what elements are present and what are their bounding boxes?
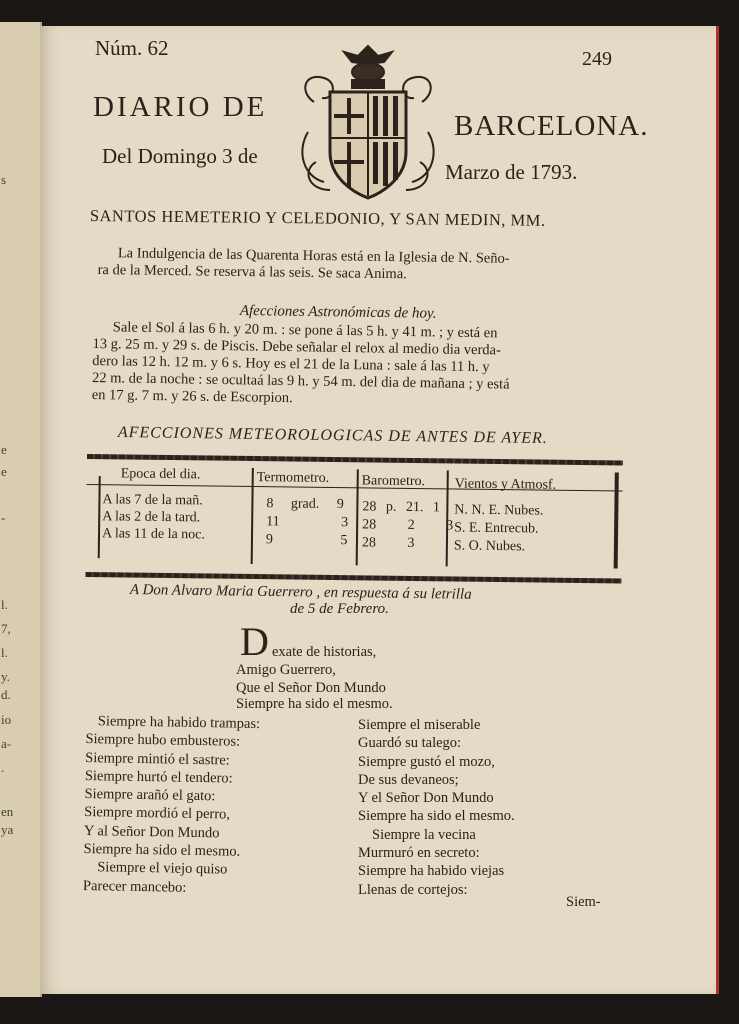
table-cell: A las 2 de la tard. xyxy=(102,509,201,526)
table-divider xyxy=(356,469,359,565)
poem-line: Guardó su talego: xyxy=(358,735,462,752)
text-line: Sale el Sol á las 6 h. y 20 m. : se pone á las 5 h. y 41 m. ; y está en xyxy=(112,319,498,342)
facing-page-fragment: - xyxy=(1,510,6,525)
issue-date-right: Marzo de 1793. xyxy=(445,160,578,184)
facing-page-fragment: en xyxy=(1,804,14,819)
page-number: 249 xyxy=(582,48,612,70)
facing-page-fragment: l. xyxy=(1,597,8,612)
poem-line: Siempre hubo embusteros: xyxy=(85,731,241,750)
table-cell: 8 grad. 9 xyxy=(266,496,344,513)
facing-page-fragment: l. xyxy=(1,645,8,660)
issue-date-left: Del Domingo 3 de xyxy=(102,144,258,168)
poem-line: Siempre ha sido el mesmo. xyxy=(358,808,515,825)
column-header: Barometro. xyxy=(361,473,426,490)
table-border xyxy=(614,472,619,568)
table-cell: S. O. Nubes. xyxy=(453,538,526,555)
column-header: Termometro. xyxy=(256,470,330,486)
meteorology-table xyxy=(85,454,626,585)
facing-page-fragment: 7, xyxy=(1,621,11,636)
astronomy-text xyxy=(92,319,511,411)
poem-line: Siempre mintió el sastre: xyxy=(85,749,230,769)
text-line: ra de la Merced. Se reserva á las seis. Se saca Anima. xyxy=(97,261,407,283)
catchword: Siem- xyxy=(566,894,601,910)
table-cell: 28 p. 21. 1 xyxy=(362,499,440,516)
poem-line: Siempre ha habido viejas xyxy=(358,863,505,880)
facing-page-fragment: ya xyxy=(1,822,14,837)
facing-page-fragment: s xyxy=(1,172,7,187)
poem-line: Siempre mordió el perro, xyxy=(84,804,231,824)
poem-dedication-date: de 5 de Febrero. xyxy=(290,601,389,617)
column-header: Epoca del dia. xyxy=(120,466,201,483)
poem-line: Llenas de cortejos: xyxy=(358,881,468,898)
drop-cap: D xyxy=(240,619,269,664)
poem-line: Siempre el viejo quiso xyxy=(97,859,228,878)
text-line: en 17 g. 7 m. y 26 s. de Escorpion. xyxy=(91,386,293,407)
barcelona-coat-of-arms-icon xyxy=(294,42,442,202)
facing-page xyxy=(0,22,42,997)
text-line: dero las 12 h. 12 m. y 6 s. Hoy es el 21 de la Luna : sale á las 11 h. y xyxy=(92,352,490,376)
facing-page-fragment: a- xyxy=(1,736,12,751)
poem-line: Siempre la vecina xyxy=(372,826,476,843)
poem-line: Amigo Guerrero, xyxy=(236,662,336,678)
facing-page-fragment: d. xyxy=(1,687,11,702)
poem-line: Que el Señor Don Mundo xyxy=(236,680,386,696)
table-cell: 28 2 3 xyxy=(362,517,454,534)
masthead-title-left: DIARIO DE xyxy=(93,91,268,123)
poem-line: Siempre arañó el gato: xyxy=(84,786,216,805)
table-cell: 9 5 xyxy=(265,532,348,549)
poem-line: exate de historias, xyxy=(272,644,377,660)
table-cell: 28 3 xyxy=(361,535,415,552)
poem-line: Siempre ha habido trampas: xyxy=(97,713,261,733)
facing-page-fragment: io xyxy=(1,712,12,727)
facing-page-fragment: . xyxy=(1,760,5,775)
masthead-title-right: BARCELONA. xyxy=(454,110,649,142)
table-cell: S. E. Entrecub. xyxy=(454,520,539,537)
poem-right-column xyxy=(358,716,515,899)
text-line: 22 m. de la noche : se ocultaá las 9 h. y 54 m. del dia de mañana ; y está xyxy=(91,369,510,393)
text-line: 13 g. 25 m. y 29 s. de Piscis. Debe señalar el relox al medio dia verda- xyxy=(92,335,501,359)
poem-line: Parecer mancebo: xyxy=(82,877,187,896)
table-rule xyxy=(87,454,623,466)
table-cell: A las 11 de la noc. xyxy=(101,526,206,543)
poem-left-column xyxy=(83,712,260,898)
indulgence-notice xyxy=(98,245,510,285)
poem-line: Y el Señor Don Mundo xyxy=(358,790,494,807)
table-cell: 11 3 xyxy=(266,514,349,531)
table-divider xyxy=(251,468,254,564)
facing-page-fragment: y. xyxy=(1,669,10,684)
poem-line: Siempre el miserable xyxy=(358,717,481,733)
saints-of-the-day: SANTOS HEMETERIO Y CELEDONIO, Y SAN MEDIN, MM. xyxy=(89,206,546,230)
poem-line: Siempre ha sido el mesmo. xyxy=(236,696,393,712)
poem-line: De sus devaneos; xyxy=(358,771,459,788)
table-border xyxy=(98,476,101,558)
meteorology-heading: AFECCIONES METEOROLOGICAS DE ANTES DE AYER. xyxy=(117,424,548,448)
table-cell: A las 7 de la mañ. xyxy=(102,492,203,509)
newspaper-page xyxy=(40,26,719,994)
text-line: La Indulgencia de las Quarenta Horas está en la Iglesia de N. Seño- xyxy=(117,245,510,267)
issue-number: Núm. 62 xyxy=(95,36,169,60)
poem-line: Y al Señor Don Mundo xyxy=(83,822,220,842)
astronomy-heading: Afecciones Astronómicas de hoy. xyxy=(239,303,437,322)
poem-line: Murmuró en secreto: xyxy=(358,845,480,862)
poem-dedication: A Don Alvaro Maria Guerrero , en respuesta á su letrilla xyxy=(129,582,472,603)
facing-page-fragment: e xyxy=(1,442,7,457)
column-header: Vientos y Atmosf. xyxy=(454,476,557,493)
poem-line: Siempre gustó el mozo, xyxy=(358,753,495,770)
facing-page-fragment: e xyxy=(1,464,7,479)
poem-line: Siempre ha sido el mesmo. xyxy=(83,841,241,860)
table-cell: N. N. E. Nubes. xyxy=(454,502,544,519)
poem-line: Siempre hurtó el tendero: xyxy=(84,767,233,787)
